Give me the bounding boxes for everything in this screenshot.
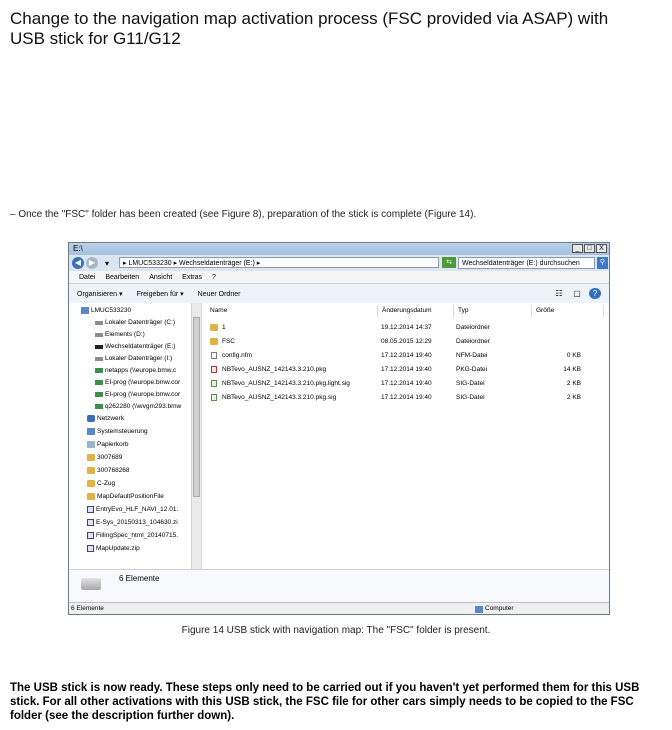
help-icon[interactable]: ? xyxy=(589,288,601,299)
nav-item-ei-prog-2[interactable]: EI-prog (\\europe.bmw.cor xyxy=(95,389,180,400)
network-drive-icon xyxy=(95,404,103,409)
drive-icon xyxy=(95,333,103,337)
nav-item-recycle-bin[interactable]: Papierkorb xyxy=(87,439,128,450)
column-header-type[interactable]: Typ xyxy=(454,305,532,317)
search-input[interactable]: Wechseldatenträger (E:) durchsuchen xyxy=(458,257,595,269)
window-title: E:\ xyxy=(73,244,83,253)
status-location: Computer xyxy=(475,603,514,615)
sig-icon xyxy=(211,394,217,401)
menu-extras[interactable]: Extras xyxy=(182,273,203,281)
address-row xyxy=(69,255,609,271)
nav-item-mapupdate-zip[interactable]: MapUpdate.zip xyxy=(87,543,140,554)
address-bar[interactable]: ▸ LMUC533230 ▸ Wechseldatenträger (E:) ▸ xyxy=(119,257,439,268)
figure-caption: Figure 14 USB stick with navigation map: The "FSC" folder is present. xyxy=(181,625,491,636)
organize-button[interactable]: Organisieren ▾ xyxy=(77,291,123,298)
nav-item-folder-3007689[interactable]: 3007689 xyxy=(87,452,122,463)
usb-drive-icon xyxy=(95,345,103,349)
nav-item-q262280[interactable]: q262280 (\\wvgm293.bmw xyxy=(95,401,181,412)
forward-arrow-icon[interactable]: ▶ xyxy=(86,257,98,269)
menu-datei[interactable]: Datei xyxy=(79,273,96,281)
table-row[interactable]: NBTevo_AUSNZ_142143.3.210.pkg.sig 17.12.2014 19:40 SIG-Datei 2 KB xyxy=(202,391,609,405)
preview-pane-icon[interactable]: ▢ xyxy=(573,289,581,298)
nav-item-netapps[interactable]: netapps (\\europe.bmw.c xyxy=(95,365,176,376)
folder-icon xyxy=(87,454,95,461)
document-title: Change to the navigation map activation process (FSC provided via ASAP) with USB stick for G11/G12 xyxy=(10,9,609,48)
column-header-size[interactable]: Größe xyxy=(532,305,604,317)
table-row[interactable]: 1 19.12.2014 14:37 Dateiordner xyxy=(202,321,609,335)
nav-item-esys-zip[interactable]: E-Sys_20150313_104630.zi xyxy=(87,517,178,528)
menu-ansicht[interactable]: Ansicht xyxy=(149,273,173,281)
window-titlebar xyxy=(69,243,609,255)
content-panes xyxy=(69,303,609,569)
pkg-icon xyxy=(211,366,217,373)
folder-icon xyxy=(210,338,218,345)
nav-scrollbar-thumb[interactable] xyxy=(193,317,200,497)
nav-item-ei-prog-1[interactable]: EI-prog (\\europe.bmw.cor xyxy=(95,377,180,388)
table-row[interactable]: FSC 08.05.2015 12:29 Dateiordner xyxy=(202,335,609,349)
navigation-pane xyxy=(69,303,202,569)
nav-item-entryevo-zip[interactable]: EntryEvo_HLF_NAVI_12.01. xyxy=(87,504,178,515)
nav-item-folder-c-zug[interactable]: C-Zug xyxy=(87,478,115,489)
zip-icon xyxy=(87,532,94,539)
nav-item-network[interactable]: Netzwerk xyxy=(87,413,124,424)
nav-item-control-panel[interactable]: Systemsteuerung xyxy=(87,426,148,437)
recent-pages-icon[interactable]: ▾ xyxy=(104,259,109,268)
nav-item-folder-300768268[interactable]: 300768268 xyxy=(87,465,130,476)
nav-item-folder-mapdefault[interactable]: MapDefaultPositionFile xyxy=(87,491,164,502)
search-icon[interactable]: ⚲ xyxy=(597,257,608,269)
drive-icon xyxy=(95,321,103,325)
folder-icon xyxy=(87,480,95,487)
control-panel-icon xyxy=(87,428,95,435)
share-button[interactable]: Freigeben für ▾ xyxy=(136,291,184,298)
folder-icon xyxy=(87,493,95,500)
drive-icon xyxy=(95,357,103,361)
table-row[interactable]: NBTevo_AUSNZ_142143.3.210.pkg.light.sig 17.12.2014 19:40 SIG-Datei 2 KB xyxy=(202,377,609,391)
nav-scrollbar[interactable] xyxy=(191,303,201,569)
menu-bearbeiten[interactable]: Bearbeiten xyxy=(105,273,140,281)
folder-icon xyxy=(87,467,95,474)
details-pane xyxy=(69,569,609,603)
network-drive-icon xyxy=(95,368,103,373)
network-icon xyxy=(87,415,95,422)
computer-icon xyxy=(475,606,483,613)
column-header-date[interactable]: Änderungsdatum xyxy=(378,305,454,317)
folder-icon xyxy=(210,324,218,331)
refresh-icon[interactable]: ⇆ xyxy=(442,257,456,268)
nav-item-drive-c[interactable]: Lokaler Datenträger (C:) xyxy=(95,317,175,328)
sig-icon xyxy=(211,380,217,387)
nav-item-drive-d[interactable]: Elements (D:) xyxy=(95,329,145,340)
closing-paragraph: The USB stick is now ready. These steps only need to be carried out if you haven't yet performed them for this USB stick. For all other activations with this USB stick, the FSC file for other cars simply needs to be copied to the FSC folder (see the description further down). xyxy=(10,682,640,722)
minimize-button[interactable]: _ xyxy=(572,244,583,253)
usb-drive-icon xyxy=(81,578,101,590)
details-item-count: 6 Elemente xyxy=(119,574,160,583)
file-list xyxy=(202,303,609,569)
explorer-window xyxy=(68,242,610,615)
command-bar xyxy=(69,284,609,305)
nav-item-drive-e[interactable]: Wechseldatenträger (E:) xyxy=(95,341,175,352)
zip-icon xyxy=(87,545,94,552)
table-row[interactable]: config.nfm 17.12.2014 19:40 NFM-Datei 0 KB xyxy=(202,349,609,363)
new-folder-button[interactable]: Neuer Ordner xyxy=(197,290,241,298)
column-header-name[interactable]: Name xyxy=(206,305,378,317)
menu-bar xyxy=(69,271,609,284)
zip-icon xyxy=(87,519,94,526)
file-icon xyxy=(211,352,217,359)
intro-text: – Once the "FSC" folder has been created (see Figure 8), preparation of the stick is complete (Figure 14). xyxy=(10,209,477,220)
computer-icon xyxy=(81,307,89,314)
status-bar xyxy=(69,602,609,615)
recycle-bin-icon xyxy=(87,441,95,448)
network-drive-icon xyxy=(95,392,103,397)
view-options-icon[interactable]: ☷ xyxy=(555,289,563,298)
nav-item-fillingspec-zip[interactable]: FillingSpec_html_20140715. xyxy=(87,530,178,541)
close-button[interactable]: X xyxy=(596,244,607,253)
status-item-count: 6 Elemente xyxy=(71,605,104,612)
table-row[interactable]: NBTevo_AUSNZ_142143.3.210.pkg 17.12.2014 19:40 PKG-Datei 14 KB xyxy=(202,363,609,377)
nav-item-computer[interactable]: LMUC533230 xyxy=(81,305,131,316)
zip-icon xyxy=(87,506,94,513)
menu-help[interactable]: ? xyxy=(212,273,216,281)
network-drive-icon xyxy=(95,380,103,385)
back-arrow-icon[interactable]: ◀ xyxy=(72,257,84,269)
nav-item-drive-i[interactable]: Lokaler Datenträger (I:) xyxy=(95,353,172,364)
maximize-button[interactable]: □ xyxy=(584,244,595,253)
